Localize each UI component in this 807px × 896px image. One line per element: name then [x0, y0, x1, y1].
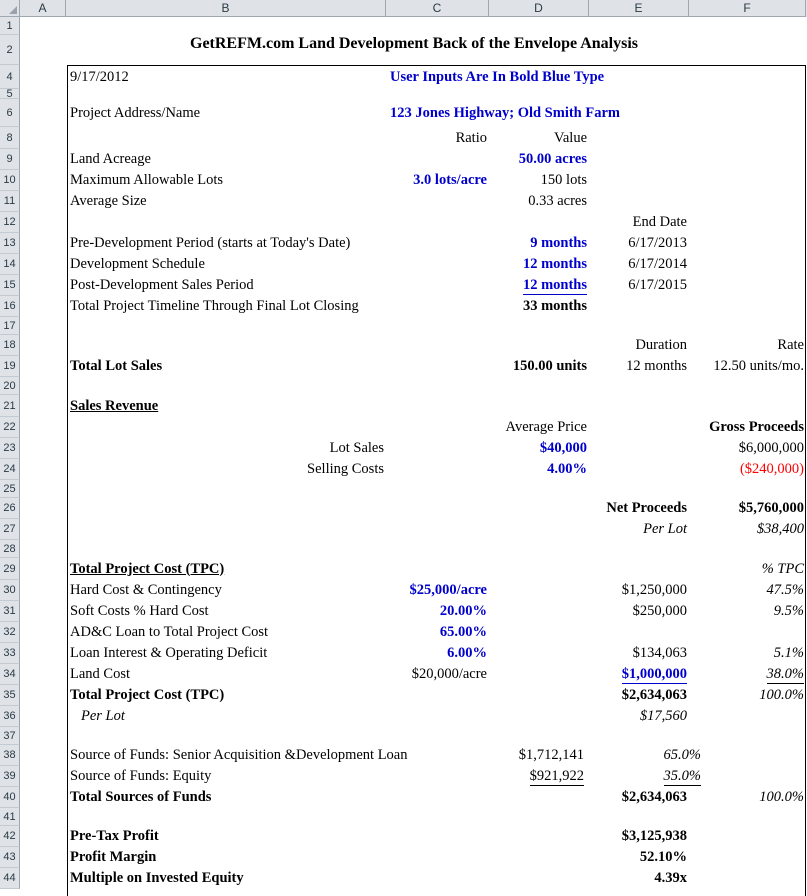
- cell-C11-ratio[interactable]: [387, 191, 490, 212]
- row-header-12[interactable]: 12: [0, 212, 20, 233]
- row-header-5[interactable]: 5: [0, 89, 20, 99]
- cell-A33: [21, 643, 67, 664]
- row-header-9[interactable]: 9: [0, 149, 20, 170]
- cell-C23: [387, 438, 490, 459]
- cell-A4: [21, 65, 67, 89]
- cell-A15: [21, 275, 67, 296]
- row-header-38[interactable]: 38: [0, 745, 20, 766]
- cell-C30-ratio[interactable]: $25,000/acre: [409, 582, 487, 598]
- row-35-tpc-total: [21, 685, 807, 706]
- cell-E35-total-amount[interactable]: $2,634,063: [621, 687, 687, 703]
- column-header-a[interactable]: A: [20, 0, 66, 17]
- cell-F26-net-value[interactable]: $5,760,000: [738, 500, 804, 516]
- cell-B31-label[interactable]: Soft Costs % Hard Cost: [70, 603, 209, 619]
- cell-C26: [387, 498, 490, 519]
- cell-C22: [387, 417, 490, 438]
- row-40-total-sources: [21, 787, 807, 808]
- row-header-6[interactable]: 6: [0, 99, 20, 127]
- cell-D18: [490, 335, 590, 356]
- column-header-b[interactable]: B: [66, 0, 386, 17]
- cell-E22: [590, 417, 690, 438]
- cell-E23: [590, 438, 690, 459]
- cell-B36-per-lot-label[interactable]: Per Lot: [81, 708, 125, 724]
- worksheet-grid: [21, 17, 807, 889]
- cell-F31-pct[interactable]: 9.5%: [773, 603, 804, 619]
- cell-C24: [387, 459, 490, 480]
- cell-E12-end-date-header: End Date: [632, 214, 687, 230]
- row-header-29[interactable]: 29: [0, 558, 20, 580]
- cell-B21-section-title[interactable]: [67, 395, 387, 417]
- cell-B38-label[interactable]: Source of Funds: Senior Acquisition &Development Loan: [70, 747, 408, 763]
- row-19-total-lot-sales: [21, 356, 807, 377]
- cell-D23-price[interactable]: $40,000: [539, 440, 587, 456]
- select-all-corner[interactable]: [0, 0, 20, 17]
- cell-D26: [490, 498, 590, 519]
- cell-F23-proceeds[interactable]: $6,000,000: [738, 440, 804, 456]
- row-header-23[interactable]: 23: [0, 438, 20, 459]
- row-31-tpc-item: [21, 601, 807, 622]
- cell-A24: [21, 459, 67, 480]
- cell-E38-amount[interactable]: $1,712,141: [518, 747, 584, 763]
- row-header-32[interactable]: 32: [0, 622, 20, 643]
- cell-D24-price[interactable]: 4.00%: [547, 461, 587, 477]
- cell-B43-label[interactable]: Profit Margin: [70, 849, 157, 865]
- cell-B9-label[interactable]: Land Acreage: [70, 151, 151, 167]
- cell-C33-ratio[interactable]: 6.00%: [447, 645, 487, 661]
- row-header-26[interactable]: 26: [0, 498, 20, 519]
- cell-B30-label[interactable]: Hard Cost & Contingency: [70, 582, 222, 598]
- cell-D9-value[interactable]: 50.00 acres: [518, 151, 587, 167]
- cell-C15: [387, 275, 490, 296]
- cell-D12: [490, 212, 590, 233]
- cell-A21: [21, 395, 67, 417]
- cell-D8-value-header: Value: [553, 129, 587, 146]
- cell-E40-total-amount[interactable]: $2,634,063: [621, 789, 687, 805]
- cell-B12: [67, 212, 387, 233]
- column-header-f[interactable]: F: [689, 0, 806, 17]
- cell-B6-label[interactable]: Project Address/Name: [70, 104, 201, 121]
- cell-E24: [590, 459, 690, 480]
- cell-D33: [490, 643, 590, 664]
- row-header-31[interactable]: 31: [0, 601, 20, 622]
- cell-E18-duration-header: Duration: [635, 337, 687, 353]
- row-36-tpc-per-lot: [21, 706, 807, 727]
- cell-D43: [490, 847, 590, 868]
- row-33-tpc-item: [21, 643, 807, 664]
- cell-F34-pct[interactable]: [690, 664, 807, 685]
- cell-E31-amount[interactable]: $250,000: [632, 603, 687, 619]
- cell-E43-value[interactable]: 52.10%: [639, 849, 687, 865]
- cell-B22: [67, 417, 387, 438]
- cell-D22-average-price-header: Average Price: [505, 419, 587, 435]
- cell-E19-duration[interactable]: 12 months: [626, 358, 687, 374]
- row-header-17[interactable]: 17: [0, 317, 20, 335]
- cell-D30: [490, 580, 590, 601]
- row-18-duration-rate-header: [21, 335, 807, 356]
- cell-C36: [387, 706, 490, 727]
- row-header-15[interactable]: 15: [0, 275, 20, 296]
- row-41-blank: [21, 808, 807, 826]
- row-header-21[interactable]: 21: [0, 395, 20, 417]
- row-header-column: [0, 17, 20, 889]
- cell-A19: [21, 356, 67, 377]
- cell-D35: [490, 685, 590, 706]
- cell-B44-label[interactable]: Multiple on Invested Equity: [70, 870, 244, 886]
- cell-B19-label[interactable]: Total Lot Sales: [70, 358, 163, 374]
- row-header-44[interactable]: 44: [0, 868, 20, 889]
- cell-A39: [21, 766, 67, 787]
- cell-C35: [387, 685, 490, 706]
- row-27-net-per-lot: [21, 519, 807, 540]
- row-header-11[interactable]: 11: [0, 191, 20, 212]
- cell-F40-total-pct[interactable]: 100.0%: [759, 789, 804, 805]
- column-header-row: [0, 0, 807, 17]
- row-header-22[interactable]: 22: [0, 417, 20, 438]
- column-header-c[interactable]: C: [386, 0, 489, 17]
- cell-F44: [690, 868, 807, 889]
- row-header-10[interactable]: 10: [0, 170, 20, 191]
- cell-C44: [387, 868, 490, 889]
- cell-E33-amount[interactable]: $134,063: [632, 645, 687, 661]
- row-4-date-legend: [21, 65, 807, 89]
- cell-A14: [21, 254, 67, 275]
- cell-C18: [387, 335, 490, 356]
- row-16-timeline: [21, 296, 807, 317]
- cell-C43: [387, 847, 490, 868]
- row-44-return-metric: [21, 868, 807, 889]
- cell-F30-pct[interactable]: 47.5%: [766, 582, 804, 598]
- cell-A11: [21, 191, 67, 212]
- cell-E36-per-lot-value[interactable]: $17,560: [639, 708, 687, 724]
- row-24-revenue: [21, 459, 807, 480]
- row-30-tpc-item: [21, 580, 807, 601]
- cell-F38-pct[interactable]: 65.0%: [663, 747, 701, 763]
- cell-A32: [21, 622, 67, 643]
- cell-B18: [67, 335, 387, 356]
- row-header-28[interactable]: 28: [0, 540, 20, 558]
- cell-A12: [21, 212, 67, 233]
- cell-F39-pct-text: 35.0%: [663, 767, 701, 784]
- row-6-project: [21, 99, 807, 127]
- cell-B16-label[interactable]: Total Project Timeline Through Final Lot Closing: [70, 298, 359, 314]
- cell-B42-label[interactable]: Pre-Tax Profit: [70, 828, 159, 844]
- cell-A34: [21, 664, 67, 685]
- row-header-35[interactable]: 35: [0, 685, 20, 706]
- cell-C31-ratio[interactable]: 20.00%: [439, 603, 487, 619]
- row-12-end-date-header: [21, 212, 807, 233]
- cell-F18-rate-header: Rate: [777, 337, 804, 353]
- cell-D44: [490, 868, 590, 889]
- cell-C9-ratio[interactable]: [387, 149, 490, 170]
- cell-A31: [21, 601, 67, 622]
- row-header-25[interactable]: 25: [0, 480, 20, 498]
- cell-B4-date[interactable]: 9/17/2012: [70, 68, 129, 85]
- cell-E27-per-lot-label: Per Lot: [643, 521, 687, 537]
- cell-B39-label[interactable]: Source of Funds: Equity: [70, 768, 212, 784]
- cell-A16: [21, 296, 67, 317]
- row-header-33[interactable]: 33: [0, 643, 20, 664]
- cell-A26: [21, 498, 67, 519]
- cell-F29-pct-tpc-header: % TPC: [761, 560, 804, 577]
- row-header-41[interactable]: 41: [0, 808, 20, 826]
- cell-B33-label[interactable]: Loan Interest & Operating Deficit: [70, 645, 268, 661]
- row-1-blank: [21, 17, 807, 35]
- row-21-sales-revenue-header: [21, 395, 807, 417]
- row-header-34[interactable]: 34: [0, 664, 20, 685]
- cell-C10-ratio[interactable]: 3.0 lots/acre: [413, 172, 487, 188]
- cell-A27: [21, 519, 67, 540]
- row-header-19[interactable]: 19: [0, 356, 20, 377]
- column-header-d[interactable]: D: [489, 0, 589, 17]
- row-11-land: [21, 191, 807, 212]
- cell-A9: [21, 149, 67, 170]
- row-header-2[interactable]: 2: [0, 35, 20, 65]
- row-37-blank: [21, 727, 807, 745]
- cell-A13: [21, 233, 67, 254]
- row-22-revenue-col-headers: [21, 417, 807, 438]
- row-header-16[interactable]: 16: [0, 296, 20, 317]
- cell-B40-label[interactable]: Total Sources of Funds: [70, 789, 212, 805]
- cell-C8-ratio-header: Ratio: [455, 129, 487, 146]
- row-28-blank: [21, 540, 807, 558]
- cell-A18: [21, 335, 67, 356]
- row-header-42[interactable]: 42: [0, 826, 20, 847]
- row-header-8[interactable]: 8: [0, 127, 20, 149]
- cell-F33-pct[interactable]: 5.1%: [773, 645, 804, 661]
- cell-A23: [21, 438, 67, 459]
- row-29-tpc-header: [21, 558, 807, 580]
- cell-B35-label[interactable]: Total Project Cost (TPC): [70, 687, 225, 703]
- row-header-13[interactable]: 13: [0, 233, 20, 254]
- cell-F34-pct-text: 38.0%: [766, 665, 804, 682]
- cell-B34-label[interactable]: Land Cost: [70, 666, 131, 682]
- cell-E42-value[interactable]: $3,125,938: [621, 828, 687, 844]
- row-13-timeline: [21, 233, 807, 254]
- cell-D42: [490, 826, 590, 847]
- cell-C34-ratio[interactable]: $20,000/acre: [411, 666, 487, 682]
- cell-A35: [21, 685, 67, 706]
- cell-D36: [490, 706, 590, 727]
- row-header-40[interactable]: 40: [0, 787, 20, 808]
- cell-D14-months[interactable]: 12 months: [522, 256, 587, 272]
- cell-D31: [490, 601, 590, 622]
- cell-F24-proceeds[interactable]: ($240,000): [739, 461, 804, 477]
- cell-A36: [21, 706, 67, 727]
- cell-C29: [387, 558, 490, 580]
- row-header-39[interactable]: 39: [0, 766, 20, 787]
- cell-A30: [21, 580, 67, 601]
- row-10-land: [21, 170, 807, 191]
- row-15-timeline: [21, 275, 807, 296]
- cell-B8: [67, 127, 387, 149]
- cell-E29: [590, 558, 690, 580]
- row-header-1[interactable]: 1: [0, 17, 20, 35]
- cell-B26: [67, 498, 387, 519]
- cell-A43: [21, 847, 67, 868]
- cell-A22: [21, 417, 67, 438]
- cell-E13-end-date[interactable]: 6/17/2013: [628, 235, 687, 251]
- cell-F19-rate[interactable]: 12.50 units/mo.: [713, 358, 804, 374]
- row-39-source-of-funds: [21, 766, 807, 787]
- cell-A29: [21, 558, 67, 580]
- row-38-source-of-funds: [21, 745, 807, 766]
- row-8-col-labels: [21, 127, 807, 149]
- cell-F35-total-pct[interactable]: 100.0%: [759, 687, 804, 703]
- cell-E26-net-label: Net Proceeds: [606, 500, 687, 516]
- cell-E44-value[interactable]: 4.39x: [654, 870, 687, 886]
- cell-C42: [387, 826, 490, 847]
- cell-B27: [67, 519, 387, 540]
- page-title: GetREFM.com Land Development Back of the Envelope Analysis: [190, 35, 638, 52]
- cell-B23-label[interactable]: Lot Sales: [329, 440, 384, 456]
- cell-E39-amount[interactable]: [487, 766, 587, 787]
- row-26-net-proceeds: [21, 498, 807, 519]
- row-17-blank: [21, 317, 807, 335]
- cell-C27: [387, 519, 490, 540]
- row-header-36[interactable]: 36: [0, 706, 20, 727]
- cell-D19-units[interactable]: 150.00 units: [512, 358, 587, 374]
- cell-D32: [490, 622, 590, 643]
- cell-B11-label[interactable]: Average Size: [70, 193, 147, 209]
- cell-C16: [387, 296, 490, 317]
- row-header-4[interactable]: 4: [0, 65, 20, 89]
- cell-F27-per-lot-value[interactable]: $38,400: [756, 521, 804, 537]
- cell-B15-label[interactable]: Post-Development Sales Period: [70, 277, 254, 293]
- cell-A44: [21, 868, 67, 889]
- cell-E15-end-date[interactable]: 6/17/2015: [628, 277, 687, 293]
- row-25-blank: [21, 480, 807, 498]
- row-20-blank: [21, 377, 807, 395]
- cell-D11-value[interactable]: 0.33 acres: [528, 193, 587, 209]
- row-42-return-metric: [21, 826, 807, 847]
- row-header-43[interactable]: 43: [0, 847, 20, 868]
- row-header-24[interactable]: 24: [0, 459, 20, 480]
- cell-E30-amount[interactable]: $1,250,000: [621, 582, 687, 598]
- cell-F42: [690, 826, 807, 847]
- row-header-30[interactable]: 30: [0, 580, 20, 601]
- cell-E34-amount[interactable]: [590, 664, 690, 685]
- cell-B10-label[interactable]: Maximum Allowable Lots: [70, 172, 224, 188]
- cell-A38: [21, 745, 67, 766]
- cell-E39-amount-text: $921,922: [529, 767, 584, 784]
- cell-D29: [490, 558, 590, 580]
- cell-B14-label[interactable]: Development Schedule: [70, 256, 205, 272]
- row-32-tpc-item: [21, 622, 807, 643]
- cell-A42: [21, 826, 67, 847]
- row-header-14[interactable]: 14: [0, 254, 20, 275]
- cell-C19: [387, 356, 490, 377]
- cell-A40: [21, 787, 67, 808]
- cell-E14-end-date[interactable]: 6/17/2014: [628, 256, 687, 272]
- cell-B32-label[interactable]: AD&C Loan to Total Project Cost: [70, 624, 269, 640]
- cell-E32-amount[interactable]: [590, 622, 690, 643]
- cell-C13: [387, 233, 490, 254]
- row-5-blank: [21, 89, 807, 99]
- row-34-tpc-item: [21, 664, 807, 685]
- row-header-20[interactable]: 20: [0, 377, 20, 395]
- cell-D34: [490, 664, 590, 685]
- sales-revenue-title-text: Sales Revenue: [70, 397, 159, 414]
- cell-B13-label[interactable]: Pre-Development Period (starts at Today's Date): [70, 235, 351, 251]
- cell-A6: [21, 99, 67, 127]
- tpc-title-text: Total Project Cost (TPC): [70, 560, 225, 577]
- cell-A8: [21, 127, 67, 149]
- row-header-37[interactable]: 37: [0, 727, 20, 745]
- cell-D15-months-text: 12 months: [522, 276, 587, 293]
- cell-C12: [387, 212, 490, 233]
- cell-B24-label[interactable]: Selling Costs: [307, 461, 384, 477]
- cell-C4-legend[interactable]: User Inputs Are In Bold Blue Type: [390, 68, 605, 85]
- cell-D10-value[interactable]: 150 lots: [540, 172, 587, 188]
- cell-C14: [387, 254, 490, 275]
- row-23-revenue: [21, 438, 807, 459]
- row-9-land: [21, 149, 807, 170]
- cell-F39-pct[interactable]: [587, 766, 704, 787]
- cell-D40: [490, 787, 590, 808]
- column-header-e[interactable]: E: [589, 0, 689, 17]
- cell-F36: [690, 706, 807, 727]
- cell-D15-months[interactable]: [490, 275, 590, 296]
- cell-C40: [387, 787, 490, 808]
- cell-E16-end-date[interactable]: [590, 296, 690, 317]
- cell-E34-amount-text: $1,000,000: [621, 665, 687, 682]
- cell-C6-project-value[interactable]: 123 Jones Highway; Old Smith Farm: [390, 104, 620, 121]
- cell-D27: [490, 519, 590, 540]
- cell-A10: [21, 170, 67, 191]
- cell-C32-ratio[interactable]: 65.00%: [439, 624, 487, 640]
- row-header-18[interactable]: 18: [0, 335, 20, 356]
- row-14-timeline: [21, 254, 807, 275]
- cell-D13-months[interactable]: 9 months: [530, 235, 587, 251]
- cell-F22-gross-proceeds-header: Gross Proceeds: [709, 419, 804, 435]
- cell-B29-section-title[interactable]: [67, 558, 387, 580]
- cell-F43: [690, 847, 807, 868]
- row-43-return-metric: [21, 847, 807, 868]
- cell-F32-pct[interactable]: [690, 622, 807, 643]
- row-header-27[interactable]: 27: [0, 519, 20, 540]
- cell-D16-months[interactable]: 33 months: [522, 298, 587, 314]
